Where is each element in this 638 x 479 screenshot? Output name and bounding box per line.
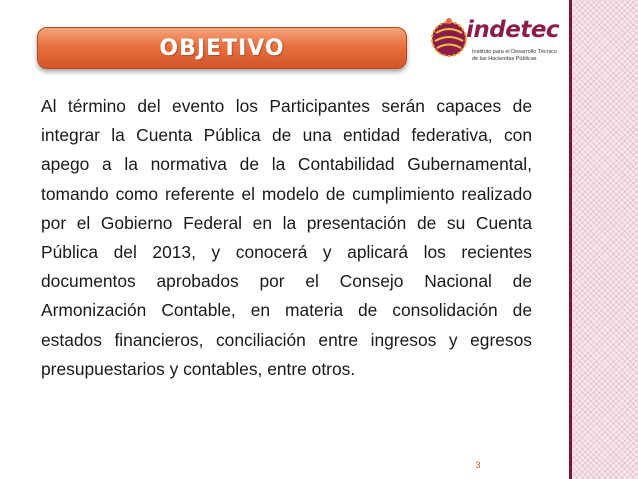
- decorative-side-bar: [569, 0, 638, 479]
- slide-title: OBJETIVO: [159, 35, 285, 61]
- logo-wordmark: indetec: [466, 17, 560, 43]
- indetec-logo: [428, 13, 558, 73]
- logo-subtitle-line1: Instituto para el Desarrollo Técnico: [472, 49, 557, 55]
- objective-paragraph: Al término del evento los Participantes serán capaces de integrar la Cuenta Pública de una entidad federativa, con apego a la normativa de la Contabilidad Gubernamental, tomando como referente el modelo de cumplimiento realizado por el Gobierno Federal en la presentación de su Cuenta Pública del 2013, y conocerá y aplicará los recientes documentos aprobados por el Consejo Nacional de Armonización Contable, en materia de consolidación de estados financieros, conciliación entre ingresos y egresos presupuestarios y contables, entre otros.: [41, 96, 532, 379]
- title-banner: [37, 27, 407, 69]
- page-number: 3: [475, 460, 481, 470]
- logo-subtitle-line2: de las Haciendas Públicas: [472, 56, 537, 62]
- indetec-globe-icon: [428, 13, 470, 65]
